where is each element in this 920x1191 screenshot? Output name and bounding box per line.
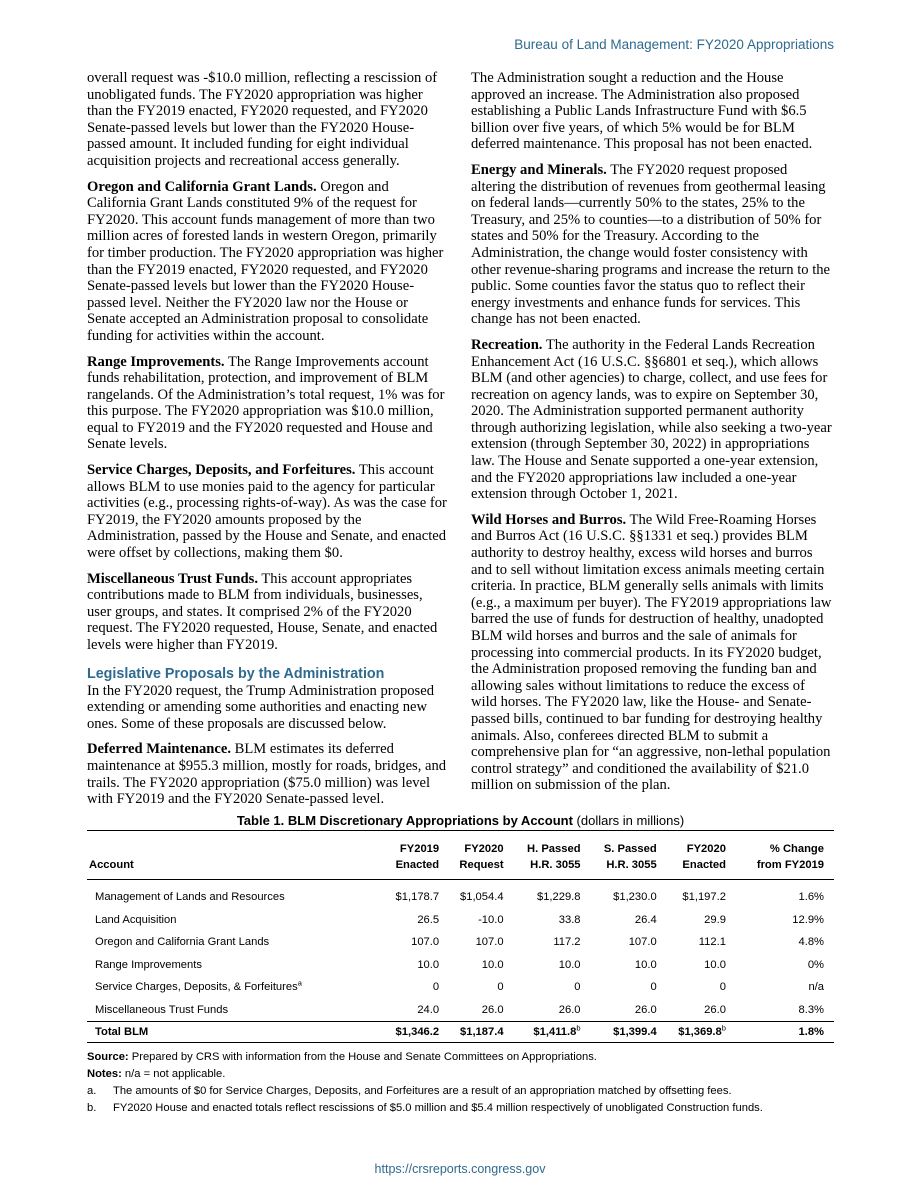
energy-minerals-text: The FY2020 request proposed altering the distribution of revenues from geothermal leasing on federal lands—currently 50% to the states, 25% to the Treasury, and 25% to counties—to a distribution of 50% for states and 50% for the Treasury. According to the Administration, the change would foster consistency with other revenue-sharing programs and increase the return to the public. Some counties favor the status quo to reflect their energy investments and enhance funds for services. This change has not been enacted. (471, 161, 831, 328)
wild-horses-text: The Wild Free-Roaming Horses and Burros Act (16 U.S.C. §§1331 et seq.) provides BLM authority to destroy healthy, excess wild horses and burros and to sell without limitation excess animals meeting certain criteria. In practice, BLM generally sells animals with limits (e.g., a maximum per buyer). The FY2019 appropriations law barred the use of funds for destruction of healthy, unadopted BLM wild horses and burros and the sale of animals for processing into commercial products. In its FY2020 budget, the Administration proposed removing the funding ban and allowing sales without limitations to reduce the excess of wild horses. The FY2020 law, like the House- and Senate-passed bills, continued to bar funding for destroying healthy animals. Also, conferees directed BLM to submit a comprehensive plan for “an aggressive, non-lethal population control strategy” and conditioned the availability of $21.0 million on submission of the plan. (471, 511, 832, 794)
total-senate: $1,399.4 (583, 1022, 659, 1043)
total-request: $1,187.4 (441, 1022, 505, 1043)
cell-senate: 107.0 (628, 936, 657, 949)
cell-enacted: 10.0 (704, 958, 726, 971)
energy-minerals-title: Energy and Minerals. (471, 161, 607, 178)
table-row (87, 976, 834, 999)
cell-house: $1,229.8 (536, 891, 581, 904)
oregon-california-text: Oregon and California Grant Lands constituted 9% of the request for FY2020. This account funds management of more than two million acres of forested lands in western Oregon, primarily for timber production. The FY2020 appropriation was higher than the FY2019 enacted, FY2020 requested, and FY2020 Senate-passed levels but lower than the FY2020 House-passed level. Neither the FY2020 law nor the House or Senate accepted an Administration proposal to consolidate funding for activities within the account. (87, 178, 444, 344)
table-notes (87, 1049, 834, 1117)
service-charges-title: Service Charges, Deposits, and Forfeitures. (87, 462, 356, 479)
footnote-a: a. The amounts of $0 for Service Charges, Deposits, and Forfeitures are a result of an appropriation matched by offsetting fees. (87, 1085, 732, 1097)
deferred-maintenance-paragraph (87, 741, 449, 807)
cell-request: -10.0 (478, 913, 504, 926)
table-title-units: (dollars in millions) (572, 813, 685, 828)
row-account: Oregon and California Grant Lands (95, 936, 270, 949)
table-total-row (87, 1022, 834, 1043)
table-title (87, 812, 834, 830)
table-row (87, 999, 834, 1022)
cell-fy2019: 107.0 (411, 936, 440, 949)
wild-horses-title: Wild Horses and Burros. (471, 511, 627, 528)
misc-trust-funds-title: Miscellaneous Trust Funds. (87, 570, 258, 587)
cell-request: 107.0 (475, 936, 504, 949)
cell-request: $1,054.4 (460, 891, 504, 904)
header-pct-change: % Change from FY2019 (728, 831, 834, 880)
header-fy2019: FY2019 Enacted (377, 831, 441, 880)
oregon-california-paragraph (87, 179, 449, 345)
legislative-proposals-intro: In the FY2020 request, the Trump Administration proposed extending or amending some authorities and enacting new ones. Some of these proposals are discussed below. (87, 682, 434, 732)
cell-senate: 0 (650, 981, 657, 994)
appropriations-table (87, 830, 834, 1043)
cell-request: 0 (497, 981, 504, 994)
row-account: Land Acquisition (95, 913, 177, 926)
cell-fy2019: 0 (432, 981, 440, 994)
cell-fy2019: 10.0 (417, 958, 440, 971)
footnote-marker-a: a (297, 978, 302, 988)
header-account: Account (87, 831, 377, 880)
cell-senate: 10.0 (634, 958, 657, 971)
recreation-title: Recreation. (471, 336, 543, 353)
cell-request: 10.0 (481, 958, 504, 971)
table-row (87, 886, 834, 909)
service-charges-paragraph (87, 462, 449, 562)
cell-house: 0 (574, 981, 581, 994)
cell-request: 26.0 (481, 1003, 504, 1016)
misc-trust-funds-text: This account appropriates contributions made to BLM from individuals, businesses, user groups, and states. It comprised 2% of the FY2020 request. The FY2020 requested, House, Senate, and enacted levels were higher than FY2019. (87, 570, 438, 653)
total-fy2019: $1,346.2 (377, 1022, 441, 1043)
table-row (87, 931, 834, 954)
header-senate-passed: S. Passed H.R. 3055 (583, 831, 659, 880)
range-improvements-title: Range Improvements. (87, 353, 225, 370)
total-enacted: $1,369.8$^b$ (659, 1022, 728, 1043)
total-house: $1,411.8$^b$ (506, 1022, 583, 1043)
footer-url[interactable]: https://crsreports.congress.gov (374, 1162, 546, 1176)
cell-change: 1.6% (798, 891, 824, 904)
cell-change: 12.9% (792, 913, 824, 926)
cell-enacted: $1,197.2 (682, 891, 726, 904)
cell-enacted: 26.0 (704, 1003, 726, 1016)
cell-enacted: 112.1 (698, 936, 726, 949)
cell-enacted: 0 (719, 981, 726, 994)
table-row (87, 909, 834, 932)
total-account: Total BLM (87, 1022, 377, 1043)
cell-senate: $1,230.0 (613, 891, 657, 904)
table-header-row (87, 831, 834, 880)
cell-change: 0% (807, 958, 824, 971)
row-account: Miscellaneous Trust Funds (95, 1003, 229, 1016)
deferred-maintenance-title: Deferred Maintenance. (87, 741, 231, 758)
total-change: 1.8% (728, 1022, 834, 1043)
source-note: Source: Prepared by CRS with information from the House and Senate Committees on Appropriations. (87, 1051, 597, 1063)
land-acquisition-continued: overall request was -$10.0 million, reflecting a rescission of unobligated funds. The FY2020 appropriation was higher than the FY2019 enacted, FY2020 requested, and FY2020 Senate-passed levels but lower than the FY2020 House-passed amount. It included funding for eight individual acquisition projects and recreational access generally. (87, 70, 438, 169)
cell-house: 26.0 (558, 1003, 581, 1016)
oregon-california-title: Oregon and California Grant Lands. (87, 178, 317, 195)
wild-horses-paragraph (471, 512, 834, 794)
appropriations-table-block (87, 812, 834, 1117)
service-charges-text: This account allows BLM to use monies paid to the agency for particular activities (e.g., processing rights-of-way). As was the case for FY2019, the FY2020 amounts proposed by the Administration, passed by the House and Senate, and enacted were offset by collections, making them $0. (87, 462, 447, 562)
cell-enacted: 29.9 (704, 913, 726, 926)
cell-change: 8.3% (798, 1003, 824, 1016)
cell-senate: 26.4 (634, 913, 657, 926)
footnote-marker-b: b (721, 1023, 726, 1033)
footnote-b: b. FY2020 House and enacted totals reflect rescissions of $5.0 million and $5.4 million respectively of unobligated Construction funds. (87, 1102, 763, 1114)
row-account: Service Charges, Deposits, & Forfeitures$^a$ (95, 978, 302, 994)
misc-trust-funds-paragraph (87, 571, 449, 654)
range-improvements-text: The Range Improvements account funds rehabilitation, protection, and improvement of BLM rangelands. Of the Administration’s total request, 1% was for this purpose. The FY2020 appropriation was $10.0 million, equal to FY2019 and the FY2020 requested and House and Senate levels. (87, 353, 445, 453)
header-fy2020-request: FY2020 Request (441, 831, 505, 880)
energy-minerals-paragraph (471, 162, 834, 328)
running-header: Bureau of Land Management: FY2020 Appropriations (514, 37, 834, 52)
footnote-marker-b: b (576, 1023, 581, 1033)
recreation-paragraph (471, 337, 834, 503)
range-improvements-paragraph (87, 354, 449, 454)
deferred-maintenance-text: BLM estimates its deferred maintenance at $955.3 million, mostly for roads, bridges, and trails. The FY2020 appropriation ($75.0 million) was level with FY2019 and the FY2020 Senate-passed level. (87, 741, 447, 808)
row-account: Range Improvements (95, 958, 202, 971)
deferred-maintenance-continued: The Administration sought a reduction and the House approved an increase. The Administration also proposed establishing a Public Lands Infrastructure Fund with $6.5 billion over five years, of which 5% would be for BLM deferred maintenance. This proposal has not been enacted. (471, 70, 813, 153)
table-title-bold: Table 1. BLM Discretionary Appropriations by Account (236, 813, 573, 828)
cell-house: 33.8 (558, 913, 581, 926)
cell-change: 4.8% (798, 936, 824, 949)
recreation-text: The authority in the Federal Lands Recreation Enhancement Act (16 U.S.C. §§6801 et seq.), which allows BLM (and other agencies) to charge, collect, and use fees for recreation on agency lands, was to expire on September 30, 2020. The Administration supported permanent authority through authorizing legislation, while also seeking a two-year extension (through September 30, 2022) in appropriations law. The House and Senate supported a one-year extension, and the FY2020 appropriations law included a one-year extension through October 1, 2021. (471, 336, 832, 503)
cell-senate: 26.0 (634, 1003, 657, 1016)
notes-note: Notes: n/a = not applicable. (87, 1068, 226, 1080)
header-fy2020-enacted: FY2020 Enacted (659, 831, 728, 880)
right-column (471, 70, 834, 803)
header-house-passed: H. Passed H.R. 3055 (506, 831, 583, 880)
cell-fy2019: 24.0 (417, 1003, 440, 1016)
row-account: Management of Lands and Resources (95, 891, 285, 904)
cell-house: 10.0 (558, 958, 581, 971)
table-row (87, 954, 834, 977)
cell-change: n/a (808, 981, 824, 994)
cell-fy2019: $1,178.7 (395, 891, 440, 904)
cell-fy2019: 26.5 (417, 913, 440, 926)
cell-house: 117.2 (553, 936, 581, 949)
legislative-proposals-heading: Legislative Proposals by the Administration (87, 665, 385, 682)
left-column (87, 70, 449, 817)
